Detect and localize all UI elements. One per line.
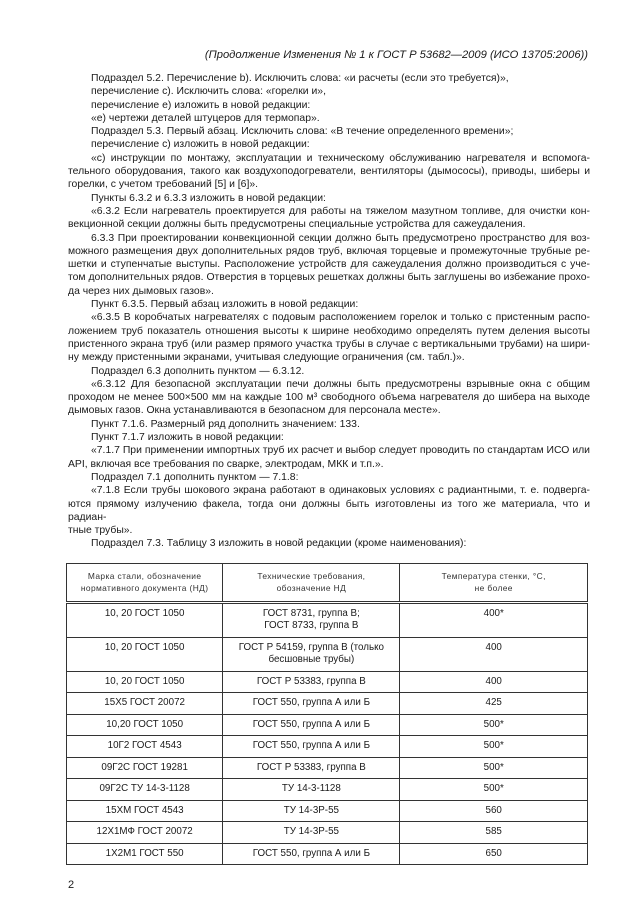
table-row [67,779,588,801]
paragraph [68,138,590,151]
cell-text: 10Г2 ГОСТ 4543 [107,740,182,752]
table-row [67,714,588,736]
text-line: перечисление с) изложить в новой редакции: [91,139,310,151]
table-cell [67,671,223,693]
text-line: Пункт 6.3.5. Первый абзац изложить в новой редакции: [91,299,359,311]
cell-text: 15Х5 ГОСТ 20072 [104,697,185,709]
cell-text: 10, 20 ГОСТ 1050 [104,607,185,619]
cell-text: ГОСТ 8733, группа В [264,620,359,632]
paragraph [68,99,590,112]
table-cell [400,714,588,736]
paragraph [68,125,590,138]
text-line: горелки, с учетом требований [5] и [6]». [68,179,259,191]
header-text: Марка стали, обозначение [87,570,202,581]
table-cell [223,714,400,736]
cell-text: ТУ 14-3-1128 [281,783,341,795]
table-cell [67,779,223,801]
column-header [67,563,223,602]
text-line: «6.3.12 Для безопасной эксплуатации печи должны быть предусмотрены взрывные окна с общим [91,378,590,390]
paragraph [68,192,590,205]
text-line: 6.3.3 При проектировании конвекционной секции должно быть предусмотрено пространство для воз- [91,232,590,244]
cell-text: бесшовные трубы) [268,654,355,666]
text-line: перечисление с). Исключить слова: «горелки и», [91,86,326,98]
table-cell [400,693,588,715]
table-row [67,800,588,822]
text-line: пристенного экрана труб (или размер прямого участка трубы в случае с вертикальными трубами) на шири- [68,338,590,350]
paragraph [68,72,590,85]
header-text: Технические требования, [257,570,366,581]
cell-text: ГОСТ 550, группа А или Б [252,697,370,709]
text-line: Подраздел 5.3. Первый абзац. Исключить слова: «В течение определенного времени»; [91,126,514,138]
text-line: Пункты 6.3.2 и 6.3.3 изложить в новой редакции: [91,192,326,204]
table-cell [223,800,400,822]
cell-text: 10, 20 ГОСТ 1050 [104,641,185,653]
text-line: «7.1.8 Если трубы шокового экрана работают в одинаковых условиях с радиантными, т. е. подверга- [91,485,590,497]
paragraph [68,152,590,192]
column-header [400,563,588,602]
cell-text: 09Г2С ТУ 14-3-1128 [99,783,190,795]
paragraph [68,205,590,232]
cell-text: 500* [483,718,504,730]
table-cell [67,757,223,779]
text-line: тельного оборудования, такого как воздухоподогреватели, вентиляторы (дымососы), приводы, шиберы и [68,166,590,178]
text-line: API, включая все требования по сварке, электродам, МКК и т.п.». [68,458,384,470]
cell-text: 500* [483,761,504,773]
table-cell [400,822,588,844]
table-cell [223,822,400,844]
text-line: ну между пристенными экранами, учитывая следующие ограничения (см. табл.)». [68,352,465,364]
table-cell [400,843,588,865]
text-line: ложением труб показатель отношения высоты к ширине необходимо определять путем деления высоты [68,325,590,337]
text-line: проходом не менее 500×500 мм на каждые 100 м³ свободного объема нагревателя до шибера на выходе [68,392,590,404]
text-line: тные трубы». [68,525,133,537]
paragraph [68,418,590,431]
cell-text: ГОСТ 550, группа А или Б [252,718,370,730]
cell-text: 400 [485,675,502,687]
table-cell [67,693,223,715]
table-cell [400,637,588,671]
paragraph [68,378,590,418]
paragraph [68,484,590,537]
text-line: Пункт 7.1.6. Размерный ряд дополнить значением: 133. [91,418,360,430]
cell-text: ГОСТ 550, группа А или Б [252,740,370,752]
document-body [68,72,590,551]
table-cell [67,843,223,865]
cell-text: 425 [485,697,502,709]
table-cell [223,757,400,779]
table-cell [67,637,223,671]
table-cell [67,714,223,736]
table-cell [67,822,223,844]
text-line: Подраздел 5.2. Перечисление b). Исключить слова: «и расчеты (если это требуется)», [91,73,509,84]
text-line: том дополнительных рядов. Отверстия в торцевых решетках должны быть заглушены во избежание прохо- [68,272,590,284]
header-text: нормативного документа (НД) [80,583,209,594]
text-line: да через них дымовых газов». [68,285,214,297]
table-row [67,736,588,758]
cell-text: ГОСТ Р 53383, группа В [256,675,366,687]
table-cell [223,779,400,801]
paragraph [68,311,590,364]
table-cell [223,693,400,715]
text-line: Подраздел 7.1 дополнить пунктом — 7.1.8: [91,471,299,483]
paragraph [68,232,590,298]
table-cell [400,800,588,822]
cell-text: 560 [485,804,502,816]
text-line: перечисление е) изложить в новой редакции: [91,99,311,111]
paragraph [68,537,590,550]
header-text: обозначение НД [276,583,347,594]
text-line: шетки и ступенчатые выступы. Расположение устройств для сажеудаления должно производиться с уче- [68,259,590,271]
text-line: «7.1.7 При применении импортных труб их расчет и выбор следует проводить по стандартам ИСО или [91,445,590,457]
cell-text: 585 [485,826,502,838]
cell-text: 650 [485,847,502,859]
table-cell [400,602,588,637]
cell-text: 400 [485,641,502,653]
paragraph [68,112,590,125]
cell-text: ГОСТ Р 54159, группа В (только [238,641,384,653]
table-row [67,637,588,671]
text-line: «6.3.5 В коробчатых нагревателях с подовым расположением горелок и только с пристенным распо- [91,312,590,324]
cell-text: 10,20 ГОСТ 1050 [106,718,184,730]
text-line: «с) инструкции по монтажу, эксплуатации и техническому обслуживанию нагревателя и вспомога- [91,152,590,164]
cell-text: ТУ 14-3Р-55 [283,826,339,838]
paragraph [68,444,590,471]
table-cell [223,602,400,637]
text-line: Подраздел 7.3. Таблицу 3 изложить в новой редакции (кроме наименования): [91,538,467,550]
text-line: «е) чертежи деталей штуцеров для термопар». [91,112,320,124]
cell-text: 09Г2С ГОСТ 19281 [101,761,188,773]
table-cell [400,671,588,693]
table-cell [67,736,223,758]
table-row [67,757,588,779]
text-line: векционной секции должны быть предусмотрены специальные устройства для сажеудаления. [68,219,526,231]
cell-text: ГОСТ Р 53383, группа В [256,761,366,773]
page-number: 2 [68,879,75,892]
text-line: «6.3.2 Если нагреватель проектируется для работы на тяжелом мазутном топливе, для очистки кон- [91,205,590,217]
cell-text: 10, 20 ГОСТ 1050 [104,675,185,687]
cell-text: ТУ 14-3Р-55 [283,804,339,816]
cell-text: 1Х2М1 ГОСТ 550 [105,847,184,859]
steel-grades-table [66,563,588,866]
paragraph [68,471,590,484]
page-content [66,72,590,891]
table-row [67,693,588,715]
header-text: не более [474,583,513,594]
column-header [223,563,400,602]
table-row [67,843,588,865]
cell-text: 500* [483,740,504,752]
paragraph [68,365,590,378]
table-row [67,822,588,844]
header-text: Температура стенки, °С, [441,570,546,581]
table-row [67,671,588,693]
table-header-row [67,563,588,602]
cell-text: ГОСТ 8731, группа В; [262,607,360,619]
cell-text: 500* [483,783,504,795]
text-line: ются прямому излучению факела, тогда они должны быть изготовлены из того же материала, что и радиан- [68,498,590,523]
table-cell [223,637,400,671]
table-cell [223,736,400,758]
text-line: дымовых газов. Окна устанавливаются в безопасном для персонала месте». [68,405,441,417]
cell-text: ГОСТ 550, группа А или Б [252,847,370,859]
table-cell [223,843,400,865]
cell-text: 400* [483,607,504,619]
cell-text: 12Х1МФ ГОСТ 20072 [96,826,193,838]
table-cell [400,757,588,779]
text-line: можного размещения двух дополнительных рядов труб, включая торцевые и промежуточные трубные ре- [68,245,590,257]
table-row [67,602,588,637]
table-cell [67,800,223,822]
paragraph [68,431,590,444]
paragraph [68,85,590,98]
text-line: Пункт 7.1.7 изложить в новой редакции: [91,432,284,444]
text-line: Подраздел 6.3 дополнить пунктом — 6.3.12. [91,365,305,377]
table-cell [400,736,588,758]
cell-text: 15ХМ ГОСТ 4543 [105,804,184,816]
table-cell [223,671,400,693]
paragraph [68,298,590,311]
table-cell [67,602,223,637]
table-cell [400,779,588,801]
running-header: (Продолжение Изменения № 1 к ГОСТ Р 53682—2009 (ИСО 13705:2006)) [204,49,588,61]
